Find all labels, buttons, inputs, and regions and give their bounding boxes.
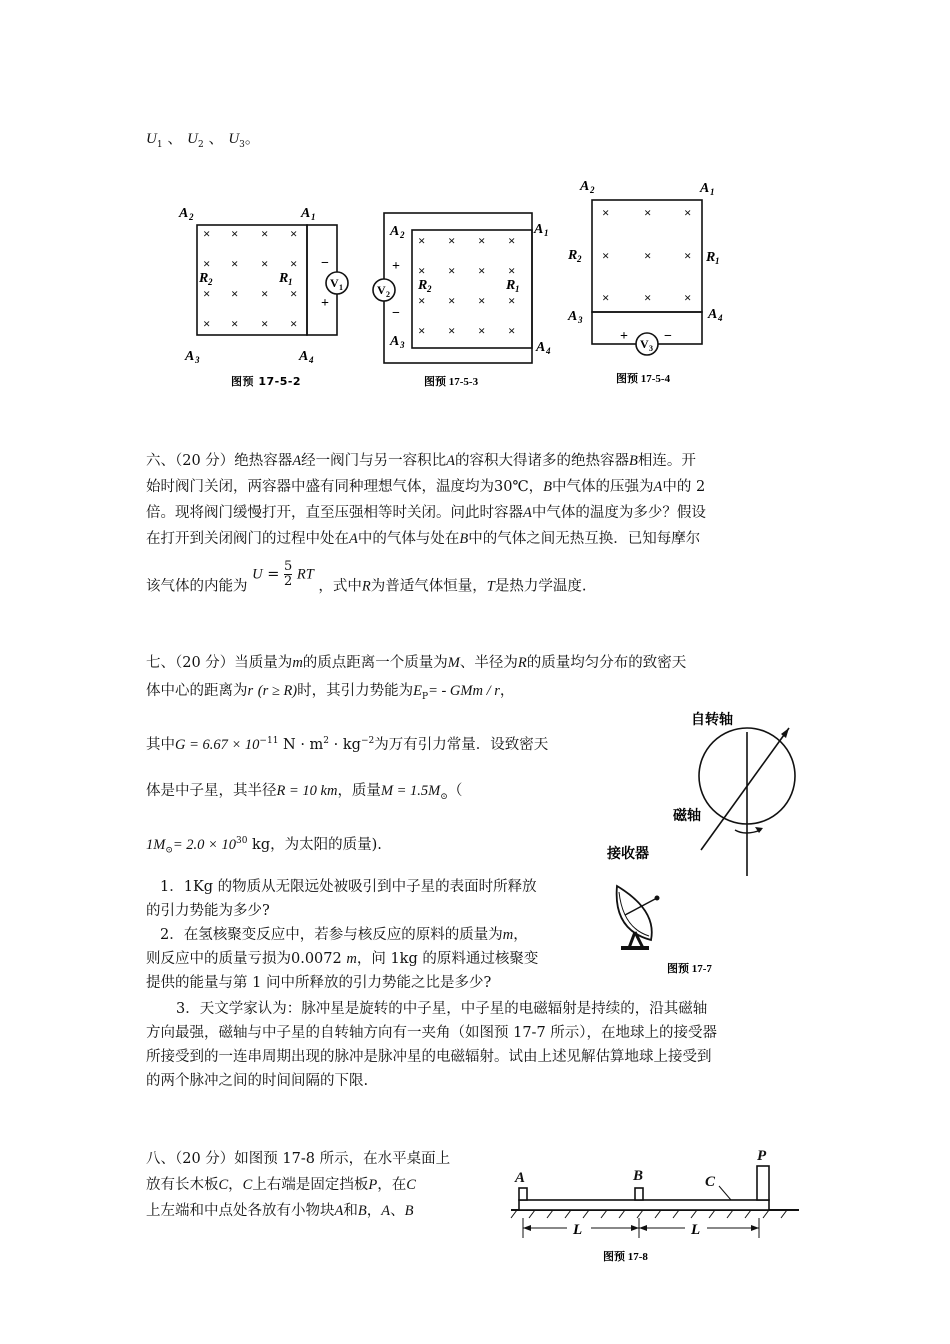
q6-line1: 六、（20 分）绝热容器A经一阀门与另一容积比A的容积大得诸多的绝热容器B相连。开 bbox=[146, 453, 696, 469]
svg-text:+: + bbox=[321, 296, 329, 311]
svg-text:−: − bbox=[392, 306, 400, 321]
svg-text:×: × bbox=[602, 205, 610, 220]
svg-text:2: 2 bbox=[208, 277, 213, 287]
svg-text:1: 1 bbox=[339, 283, 343, 292]
q8-line1: 八、（20 分）如图预 17-8 所示，在水平桌面上 bbox=[146, 1151, 451, 1167]
svg-text:×: × bbox=[261, 256, 269, 271]
svg-text:×: × bbox=[602, 248, 610, 263]
svg-text:×: × bbox=[448, 233, 456, 248]
svg-text:A: A bbox=[700, 181, 710, 196]
svg-text:×: × bbox=[478, 233, 486, 248]
svg-text:×: × bbox=[508, 233, 516, 248]
caption-17-8: 图预 17-8 bbox=[603, 1251, 648, 1263]
svg-text:A: A bbox=[390, 334, 400, 349]
label-r1: R bbox=[279, 271, 289, 286]
voltmeter-v2: V bbox=[377, 283, 386, 297]
svg-text:×: × bbox=[261, 286, 269, 301]
svg-text:+: + bbox=[392, 259, 400, 274]
q7-line5: $1M_⊙= 2.0 \times 10^{30}$ kg，为太阳的质量). bbox=[146, 836, 382, 856]
svg-text:×: × bbox=[478, 323, 486, 338]
figure-17-5-2 bbox=[175, 195, 360, 390]
svg-text:×: × bbox=[478, 263, 486, 278]
svg-text:2: 2 bbox=[577, 254, 582, 264]
svg-text:×: × bbox=[508, 263, 516, 278]
svg-text:1: 1 bbox=[715, 256, 720, 266]
svg-text:3: 3 bbox=[578, 315, 583, 325]
q7-line2: 体中心的距离为r (r ≥ R)时，其引力势能为$E_P=$ - GMm / r， bbox=[146, 683, 515, 702]
label-block-b: B bbox=[633, 1168, 644, 1184]
svg-text:R: R bbox=[568, 248, 578, 263]
q7-sub3a: 3．天文学家认为：脉冲星是旋转的中子星，中子星的电磁辐射是持续的，沿其磁轴 bbox=[176, 1001, 708, 1017]
svg-text:2: 2 bbox=[386, 290, 390, 299]
svg-text:R: R bbox=[706, 250, 716, 265]
svg-text:×: × bbox=[290, 226, 298, 241]
svg-text:L: L bbox=[691, 1222, 701, 1238]
svg-text:×: × bbox=[418, 293, 426, 308]
svg-text:×: × bbox=[231, 226, 239, 241]
u1-symbol: U bbox=[146, 131, 157, 147]
svg-text:×: × bbox=[418, 323, 426, 338]
svg-text:×: × bbox=[261, 226, 269, 241]
label-block-a: A bbox=[515, 1170, 526, 1186]
svg-text:3: 3 bbox=[400, 340, 405, 350]
label-board-c: C bbox=[705, 1174, 716, 1190]
svg-text:×: × bbox=[684, 205, 692, 220]
svg-text:×: × bbox=[644, 205, 652, 220]
figure-17-7 bbox=[595, 700, 820, 985]
svg-text:×: × bbox=[644, 290, 652, 305]
svg-text:4: 4 bbox=[546, 346, 551, 356]
q6-line2: 始时阀门关闭，两容器中盛有同种理想气体，温度均为30℃，B中气体的压强为A中的 2 bbox=[146, 479, 706, 495]
svg-text:×: × bbox=[231, 286, 239, 301]
svg-text:×: × bbox=[203, 286, 211, 301]
svg-text:×: × bbox=[448, 293, 456, 308]
q7-sub2c: 提供的能量与第 1 问中所释放的引力势能之比是多少? bbox=[146, 975, 492, 991]
cross: × bbox=[203, 226, 211, 241]
svg-text:A: A bbox=[708, 307, 718, 322]
svg-text:−: − bbox=[664, 329, 672, 344]
svg-text:−: − bbox=[321, 256, 329, 271]
u3-symbol: U bbox=[228, 131, 240, 147]
q7-sub2b: 则反应中的质量亏损为0.0072 m，问 1kg 的原料通过核聚变 bbox=[146, 951, 539, 967]
svg-text:A: A bbox=[580, 179, 590, 194]
svg-text:×: × bbox=[508, 323, 516, 338]
svg-text:×: × bbox=[231, 256, 239, 271]
label-a4: A bbox=[299, 349, 309, 364]
u2-symbol: U bbox=[187, 131, 198, 147]
q7-line1: 七、（20 分）当质量为m的质点距离一个质量为M、半径为R的质量均匀分布的致密天 bbox=[146, 655, 687, 671]
svg-text:×: × bbox=[203, 256, 211, 271]
label-length-l: L bbox=[573, 1222, 583, 1238]
svg-text:A: A bbox=[536, 340, 546, 355]
svg-text:4: 4 bbox=[718, 313, 723, 323]
svg-text:R: R bbox=[506, 278, 516, 293]
q7-sub1b: 的引力势能为多少? bbox=[146, 903, 270, 919]
svg-text:2: 2 bbox=[400, 230, 405, 240]
svg-text:×: × bbox=[290, 316, 298, 331]
caption-17-5-3: 图预 17-5-3 bbox=[424, 376, 479, 388]
svg-text:1: 1 bbox=[515, 284, 520, 294]
svg-text:A: A bbox=[534, 222, 544, 237]
svg-text:3: 3 bbox=[649, 344, 653, 353]
caption-17-5-4: 图预 17-5-4 bbox=[616, 373, 671, 385]
spin-axis-label: 自转轴 bbox=[691, 713, 733, 728]
q7-line3: 其中$G = 6.67 \times 10^{-11}$ $N \cdot m^2 \cdot kg^{-2}$为万有引力常量．设致密天 bbox=[146, 736, 549, 753]
q7-sub1: 1．1Kg 的物质从无限远处被吸引到中子星的表面时所释放 bbox=[160, 879, 537, 895]
svg-text:×: × bbox=[418, 233, 426, 248]
svg-text:3: 3 bbox=[195, 355, 200, 365]
figure-17-5-3 bbox=[360, 205, 560, 390]
q7-sub3d: 的两个脉冲之间的时间间隔的下限. bbox=[146, 1073, 369, 1089]
label-a2: A bbox=[179, 206, 189, 221]
svg-text:×: × bbox=[602, 290, 610, 305]
q8-line2: 放有长木板C，C上右端是固定挡板P，在C bbox=[146, 1177, 416, 1193]
svg-text:A: A bbox=[390, 224, 400, 239]
svg-text:×: × bbox=[684, 290, 692, 305]
label-a1: A bbox=[301, 206, 311, 221]
fraction-5-2: $\frac{5}{2}$ bbox=[283, 559, 293, 589]
top-line: $U_1$ 、 $U_2$ 、 $U_3$。 bbox=[146, 129, 260, 150]
svg-text:A: A bbox=[568, 309, 578, 324]
label-plate-p: P bbox=[757, 1148, 767, 1164]
svg-text:×: × bbox=[684, 248, 692, 263]
svg-text:×: × bbox=[448, 263, 456, 278]
q6-line5: 该气体的内能为 U = $\frac{5}{2}$ RT ，式中R为普适气体恒量，T是热力学温度. bbox=[146, 559, 587, 595]
svg-text:×: × bbox=[448, 323, 456, 338]
q6-line3: 倍。现将阀门缓慢打开，直至压强相等时关闭。问此时容器A中气体的温度为多少？假设 bbox=[146, 505, 706, 521]
svg-text:2: 2 bbox=[189, 212, 194, 222]
label-r2: R bbox=[199, 271, 209, 286]
svg-text:×: × bbox=[290, 286, 298, 301]
svg-text:+: + bbox=[620, 329, 628, 344]
svg-text:2: 2 bbox=[427, 284, 432, 294]
q7-sub2: 2．在氢核聚变反应中，若参与核反应的原料的质量为m， bbox=[160, 927, 528, 943]
figure-17-5-4 bbox=[560, 172, 740, 387]
svg-text:×: × bbox=[418, 263, 426, 278]
caption-17-7: 图预 17-7 bbox=[667, 963, 712, 975]
svg-text:2: 2 bbox=[590, 185, 595, 195]
svg-text:1: 1 bbox=[288, 277, 293, 287]
svg-text:×: × bbox=[508, 293, 516, 308]
receiver-label: 接收器 bbox=[607, 847, 649, 862]
svg-text:1: 1 bbox=[311, 212, 316, 222]
receiver-dish-icon bbox=[617, 886, 660, 950]
svg-text:1: 1 bbox=[710, 187, 715, 197]
q8-line3: 上左端和中点处各放有小物块A和B，A、B bbox=[146, 1203, 414, 1219]
caption-17-5-2: 图预 17-5-2 bbox=[231, 375, 302, 388]
svg-text:R: R bbox=[418, 278, 428, 293]
svg-text:×: × bbox=[290, 256, 298, 271]
voltmeter-v1: V bbox=[330, 276, 339, 290]
mag-axis-label: 磁轴 bbox=[673, 809, 701, 824]
svg-text:×: × bbox=[261, 316, 269, 331]
q7-sub3c: 所接受到的一连串周期出现的脉冲是脉冲星的电磁辐射。试由上述见解估算地球上接受到 bbox=[146, 1049, 712, 1065]
label-a3: A bbox=[185, 349, 195, 364]
voltmeter-v3: V bbox=[640, 337, 649, 351]
svg-text:×: × bbox=[231, 316, 239, 331]
svg-text:×: × bbox=[203, 316, 211, 331]
q7-line4: 体是中子星，其半径R = 10 km，质量$M = 1.5M_⊙$（ bbox=[146, 783, 463, 802]
q7-sub3b: 方向最强，磁轴与中子星的自转轴方向有一夹角（如图预 17-7 所示），在地球上的接受器 bbox=[146, 1025, 718, 1041]
svg-text:×: × bbox=[644, 248, 652, 263]
figure-17-8 bbox=[505, 1140, 805, 1270]
svg-text:4: 4 bbox=[309, 355, 314, 365]
svg-text:1: 1 bbox=[544, 228, 549, 238]
q6-line4: 在打开到关闭阀门的过程中处在A中的气体与处在B中的气体之间无热互换．已知每摩尔 bbox=[146, 531, 701, 547]
svg-text:×: × bbox=[478, 293, 486, 308]
